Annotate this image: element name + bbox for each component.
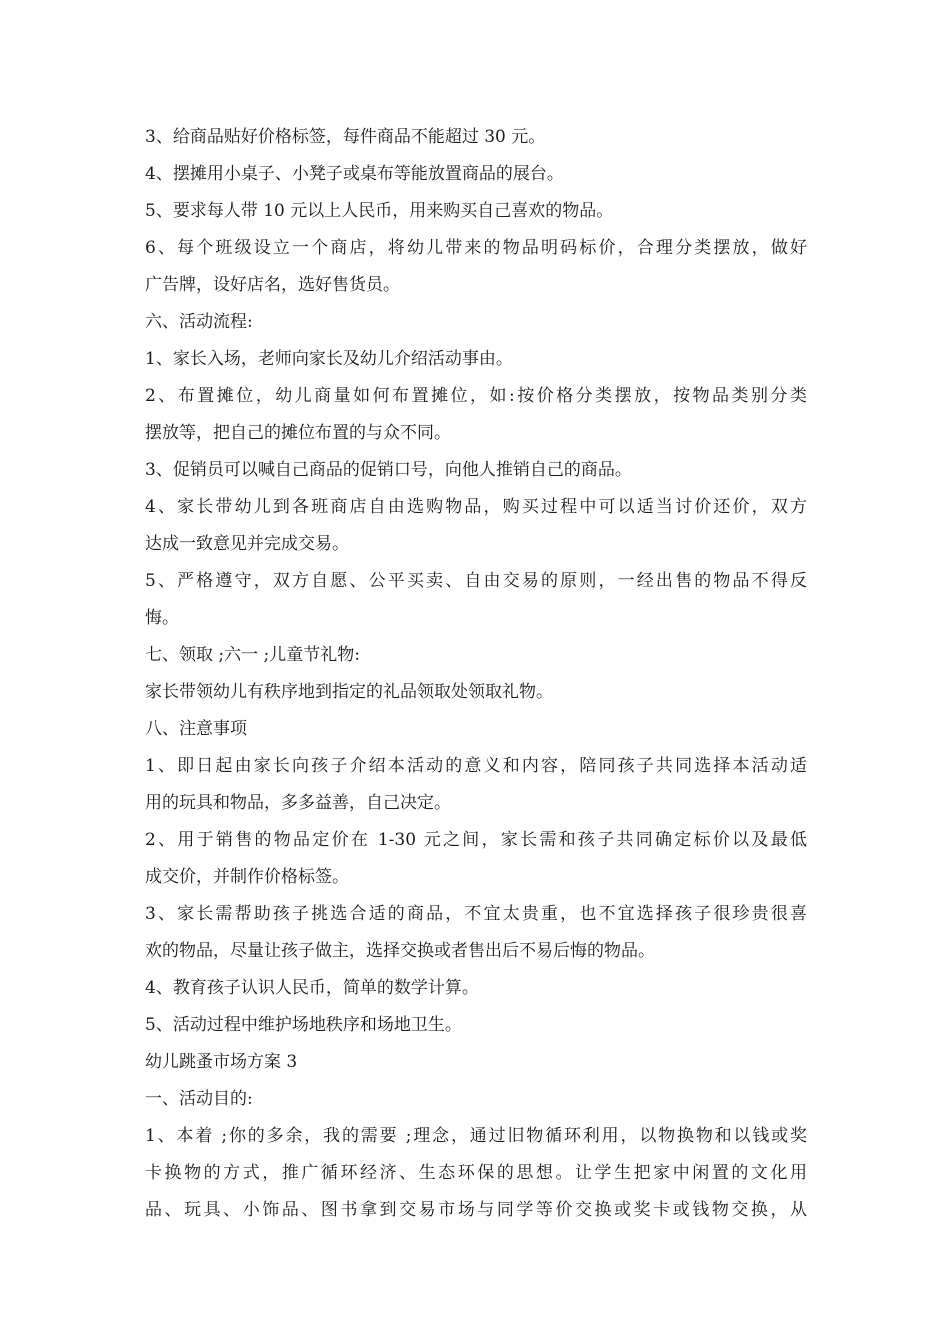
text-line: 6、每个班级设立一个商店，将幼儿带来的物品明码标价，合理分类摆放，做好 <box>145 238 807 258</box>
text-line: 用的玩具和物品，多多益善，自己决定。 <box>145 793 451 813</box>
text-line: 5、活动过程中维护场地秩序和场地卫生。 <box>145 1015 462 1035</box>
text-line: 摆放等，把自己的摊位布置的与众不同。 <box>145 423 451 443</box>
text-line: 1、即日起由家长向孩子介绍本活动的意义和内容，陪同孩子共同选择本活动适 <box>145 756 807 776</box>
text-line: 达成一致意见并完成交易。 <box>145 534 349 554</box>
text-line: 4、家长带幼儿到各班商店自由选购物品，购买过程中可以适当讨价还价，双方 <box>145 497 807 517</box>
text-line: 3、家长需帮助孩子挑选合适的商品，不宜太贵重，也不宜选择孩子很珍贵很喜 <box>145 904 807 924</box>
text-line: 4、摆摊用小桌子、小凳子或桌布等能放置商品的展台。 <box>145 164 564 184</box>
text-line: 3、给商品贴好价格标签，每件商品不能超过 30 元。 <box>145 127 546 147</box>
text-line: 欢的物品，尽量让孩子做主，选择交换或者售出后不易后悔的物品。 <box>145 941 655 961</box>
text-line: 八、注意事项 <box>145 719 247 739</box>
document-page <box>145 119 807 1229</box>
text-line: 1、家长入场，老师向家长及幼儿介绍活动事由。 <box>145 349 513 369</box>
text-line: 广告牌，设好店名，选好售货员。 <box>145 275 400 295</box>
text-line: 成交价，并制作价格标签。 <box>145 867 349 887</box>
text-line: 卡换物的方式，推广循环经济、生态环保的思想。让学生把家中闲置的文化用 <box>145 1163 807 1183</box>
text-line: 2、用于销售的物品定价在 1-30 元之间，家长需和孩子共同确定标价以及最低 <box>145 830 807 850</box>
text-line: 2、布置摊位，幼儿商量如何布置摊位，如:按价格分类摆放，按物品类别分类 <box>145 386 807 406</box>
text-line: 六、活动流程: <box>145 312 253 332</box>
text-line: 一、活动目的: <box>145 1089 253 1109</box>
text-line: 5、严格遵守，双方自愿、公平买卖、自由交易的原则，一经出售的物品不得反 <box>145 571 807 591</box>
text-line: 1、本着 ;你的多余，我的需要 ;理念，通过旧物循环利用，以物换物和以钱或奖 <box>145 1126 807 1146</box>
text-line: 家长带领幼儿有秩序地到指定的礼品领取处领取礼物。 <box>145 682 553 702</box>
text-line: 3、促销员可以喊自己商品的促销口号，向他人推销自己的商品。 <box>145 460 632 480</box>
text-line: 悔。 <box>145 608 179 628</box>
text-line: 七、领取 ;六一 ;儿童节礼物: <box>145 645 360 665</box>
text-line: 4、教育孩子认识人民币，简单的数学计算。 <box>145 978 479 998</box>
text-line: 幼儿跳蚤市场方案 3 <box>145 1052 298 1072</box>
text-line: 5、要求每人带 10 元以上人民币，用来购买自己喜欢的物品。 <box>145 201 614 221</box>
text-line: 品、玩具、小饰品、图书拿到交易市场与同学等价交换或奖卡或钱物交换，从 <box>145 1200 807 1220</box>
